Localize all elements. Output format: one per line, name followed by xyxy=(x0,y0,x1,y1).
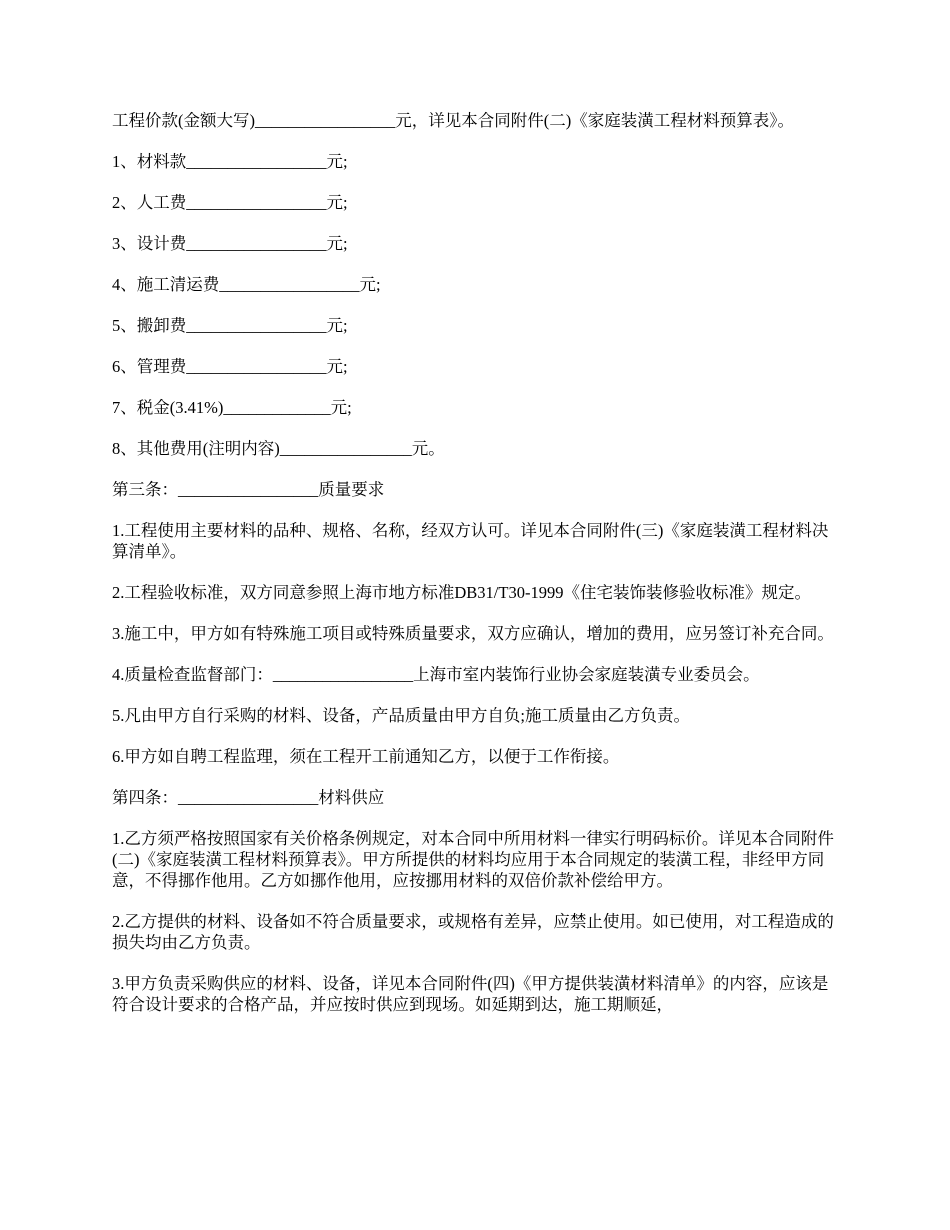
paragraph-contract-price: 工程价款(金额大写)_________________元，详见本合同附件(二)《家庭装潢工程材料预算表》。 xyxy=(112,111,794,130)
paragraph-handling-fee: 5、搬卸费_________________元; xyxy=(112,316,348,335)
paragraph-quality-5: 5.凡由甲方自行采购的材料、设备，产品质量由甲方自负;施工质量由乙方负责。 xyxy=(112,706,690,725)
paragraph-labor-fee: 2、人工费_________________元; xyxy=(112,193,348,212)
paragraph-quality-3: 3.施工中，甲方如有特殊施工项目或特殊质量要求，双方应确认，增加的费用，应另签订补充合同。 xyxy=(112,624,834,643)
paragraph-quality-4: 4.质量检查监督部门：_________________上海市室内装饰行业协会家庭装潢专业委员会。 xyxy=(112,665,760,684)
paragraph-design-fee: 3、设计费_________________元; xyxy=(112,234,348,253)
paragraph-material-fee: 1、材料款_________________元; xyxy=(112,152,348,171)
contract-page xyxy=(112,110,842,1035)
paragraph-other-fees: 8、其他费用(注明内容)________________元。 xyxy=(112,439,445,458)
paragraph-quality-2: 2.工程验收标准，双方同意参照上海市地方标准DB31/T30-1999《住宅装饰装修验收标准》规定。 xyxy=(112,583,811,602)
paragraph-quality-6: 6.甲方如自聘工程监理，须在工程开工前通知乙方，以便于工作衔接。 xyxy=(112,747,620,766)
paragraph-tax: 7、税金(3.41%)_____________元; xyxy=(112,398,352,417)
paragraph-materials-3: 3.甲方负责采购供应的材料、设备，详见本合同附件(四)《甲方提供装潢材料清单》的内容，应该是符合设计要求的合格产品，并应按时供应到现场。如延期到达，施工期顺延， xyxy=(112,974,829,1014)
paragraph-management-fee: 6、管理费_________________元; xyxy=(112,357,348,376)
heading-article-3-quality: 第三条：_________________质量要求 xyxy=(112,480,385,499)
paragraph-materials-1: 1.乙方须严格按照国家有关价格条例规定，对本合同中所用材料一律实行明码标价。详见本合同附件(二)《家庭装潢工程材料预算表》。甲方所提供的材料均应用于本合同规定的装潢工程，非经甲方同意，不得挪作他用。乙方如挪作他用，应按挪用材料的双倍价款补偿给甲方。 xyxy=(112,829,834,890)
paragraph-cleanup-fee: 4、施工清运费_________________元; xyxy=(112,275,381,294)
heading-article-4-materials: 第四条：_________________材料供应 xyxy=(112,788,385,807)
paragraph-quality-1: 1.工程使用主要材料的品种、规格、名称，经双方认可。详见本合同附件(三)《家庭装潢工程材料决算清单》。 xyxy=(112,521,829,561)
paragraph-materials-2: 2.乙方提供的材料、设备如不符合质量要求，或规格有差异，应禁止使用。如已使用，对工程造成的损失均由乙方负责。 xyxy=(112,912,834,952)
